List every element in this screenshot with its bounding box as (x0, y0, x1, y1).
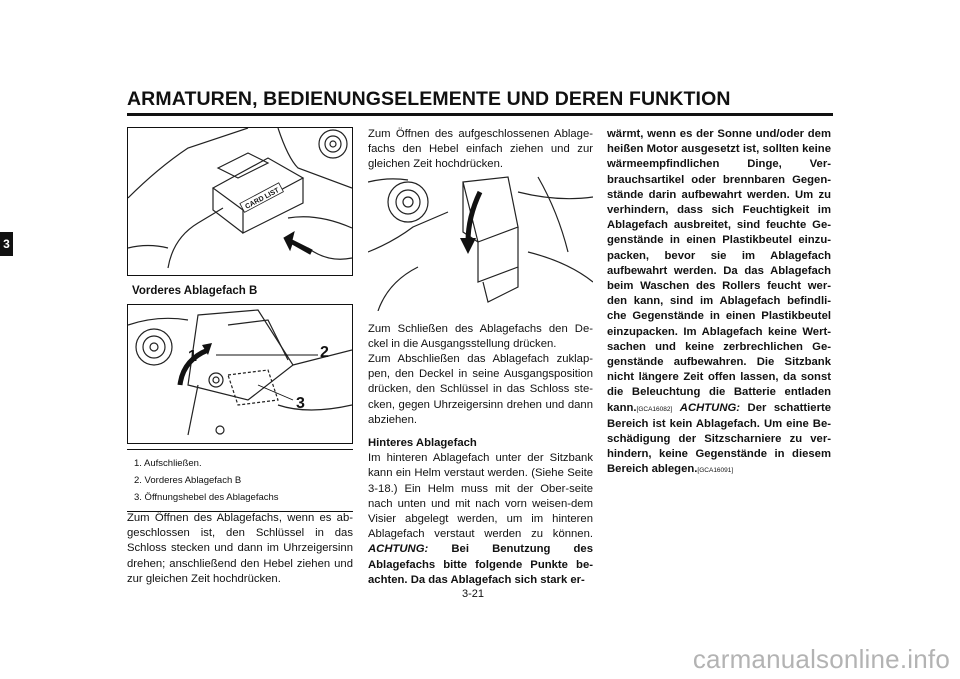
figure-closing-compartment (368, 172, 593, 311)
push-down-arrow-icon (460, 238, 476, 254)
figure-caption: Vorderes Ablagefach B (132, 285, 258, 297)
rear-storage-text: Im hinteren Ablagefach unter der Sitzbank kann ein Helm verstaut werden. (Siehe Seite 3-18.) Ein Helm muss mit der Ober-seite nach unten und mit nach vorn weisen-dem Visier abgelegt werden, um im hinteren Ablagefach verstaut werden zu können. (368, 452, 593, 541)
watermark: carmanualsonline.info (692, 644, 950, 674)
paragraph-open-locked: Zum Öffnen des Ablagefachs, wenn es ab-geschlossen ist, den Schlüssel in das Schloss stecken und dann im Uhrzeigersinn drehen; anschließend den Hebel ziehen und zur gleichen Zeit hochdrücken. (127, 512, 353, 585)
caution-text: Bei Benutzung des Ablagefachs bitte folgende Punkte be-achten. Da das Ablagefach sich stark er- (368, 543, 594, 586)
page-title: ARMATUREN, BEDIENUNGSELEMENTE UND DEREN FUNKTION (127, 88, 731, 110)
paragraph-rear-storage (368, 436, 593, 588)
paragraph-closing: Zum Schließen des Ablagefachs den De-ckel in die Ausgangsstellung drücken. (368, 323, 593, 351)
paragraph-locking: Zum Abschließen das Ablagefach zuklap-pen, den Deckel in seine Ausgangsposition drücken, den Schlüssel in das Schloss ste-cken, gegen Uhrzeigersinn drehen und dann abziehen. (368, 353, 593, 426)
push-arrow-icon (284, 232, 312, 254)
section-heading: Hinteres Ablagefach (368, 437, 477, 449)
callout-1: 1 (188, 348, 197, 365)
title-rule (127, 113, 833, 116)
callout-3: 3 (296, 395, 305, 412)
caution-continued (607, 127, 831, 479)
figure-front-storage-b (127, 304, 353, 444)
caution-code: [GCA16091] (697, 467, 734, 475)
paragraph-open-unlocked: Zum Öffnen des aufgeschlossenen Ablage-fachs den Hebel einfach ziehen und zur gleichen Zeit hochdrücken. (368, 128, 593, 171)
callout-2: 2 (320, 344, 329, 361)
caution-code: [GCA16082] (636, 405, 673, 413)
figure-legend (127, 449, 353, 512)
legend-item: 1. Aufschließen. (134, 458, 202, 469)
caution-text: Der schattierte Bereich ist kein Ablagefach. Um eine Be-schädigung der Sitzscharniere zu ver-hindern, keine Gegenstände in diesem Bereich ablegen. (607, 401, 832, 476)
caution-label: ACHTUNG: (679, 401, 741, 414)
page-number: 3-21 (462, 588, 485, 600)
legend-item: 2. Vorderes Ablagefach B (134, 475, 242, 486)
legend-item: 3. Öffnungshebel des Ablagefachs (134, 492, 279, 503)
chapter-tab: 3 (0, 232, 13, 256)
figure-storage-compartment-open (127, 127, 353, 276)
card-list-sticker: CARD LIST (244, 187, 281, 211)
caution-label: ACHTUNG: (368, 543, 429, 556)
caution-body: wärmt, wenn es der Sonne und/oder dem heißen Motor ausgesetzt ist, sollten keine wärmeempfindlichen Dinge, Ver-brauchsartikel oder brennbaren Gegen-stände darin aufbewahrt werden. Um zu verhindern, dass sich Feuchtigkeit im Ablagefach ausbreitet, sind feuchte Ge-genstände in einen Plastikbeutel einzu-packen, bevor sie im Ablagefach aufbewahrt werden. Da das Ablagefach beim Waschen des Rollers feucht wer-den kann, sind im Ablagefach befindli-che Gegenstände in einen Plastikbeutel einzupacken. Im Ablagefach keine Wert-sachen und keine zerbrechlichen Ge-genstände aufbewahren. Die Sitzbank nicht längere Zeit offen lassen, da sonst die Beleuchtung die Batterie entladen kann. (607, 128, 831, 414)
